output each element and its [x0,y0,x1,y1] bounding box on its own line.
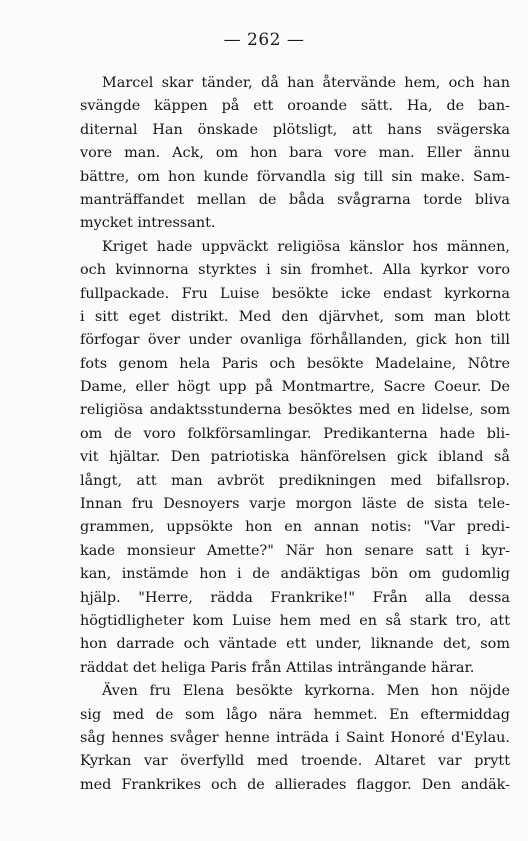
text-line: Dame, eller högt upp på Montmartre, Sacre Coeur. De [80,379,510,396]
text-line: Kriget hade uppväckt religiösa känslor hos männen, [102,238,510,255]
body-text [80,72,510,797]
text-line: fots genom hela Paris och besökte Madelaine, Nôtre [80,355,510,372]
text-line: högtidligheter kom Luise hem med en så stark tro, att [80,612,510,629]
text-line: hjälp. "Herre, rädda Frankrike!" Från alla dessa [80,589,510,606]
text-line: såg hennes svåger henne inträda i Saint Honoré d'Eylau. [80,729,510,746]
text-line: och kvinnorna styrktes i sin fromhet. Alla kyrkor voro [80,262,510,279]
text-line: grammen, uppsökte hon en annan notis: "Var predi- [80,519,510,536]
text-line: Kyrkan var överfylld med troende. Altaret var prytt [80,753,510,770]
text-line: sig med de som lågo nära hemmet. En eftermiddag [80,706,510,723]
text-line: vit hjältar. Den patriotiska hänförelsen gick ibland så [80,449,510,466]
text-line: kan, instämde hon i de andäktigas bön om gudomlig [80,566,510,583]
page-number: — 262 — [223,30,305,50]
text-line: räddat det heliga Paris från Attilas inträngande härar. [80,659,475,676]
text-line: fullpackade. Fru Luise besökte icke endast kyrkorna [80,285,510,302]
text-line: manträffandet mellan de båda svågrarna torde bliva [80,191,510,208]
text-line: Även fru Elena besökte kyrkorna. Men hon nöjde [102,683,510,700]
text-line: Marcel skar tänder, då han återvände hem, och han [102,75,510,91]
text-line: bättre, om hon kunde förvandla sig till sin make. Sam- [80,168,510,185]
text-line: vore man. Ack, om hon bara vore man. Eller ännu [80,145,510,162]
text-line: långt, att man avbröt predikningen med bifallsrop. [80,472,510,489]
text-line: kade monsieur Amette?" När hon senare satt i kyr- [80,542,510,559]
text-line: om de voro folkförsamlingar. Predikanterna hade bli- [80,425,510,442]
text-line: Innan fru Desnoyers varje morgon läste de sista tele- [80,496,510,513]
text-line: förfogar över under ovanliga förhållanden, gick hon till [80,332,510,349]
text-line: med Frankrikes och de allierades flaggor. Den andäk- [80,776,510,793]
text-line: i sitt eget distrikt. Med den djärvhet, som man blott [80,308,510,325]
text-line: diternal Han önskade plötsligt, att hans svägerska [80,121,510,138]
text-line: mycket intressant. [80,215,216,232]
text-line: religiösa andaktsstunderna besöktes med en lidelse, som [80,402,510,419]
text-line: hon darrade och väntade ett under, liknande det, som [80,636,510,653]
text-line: svängde käppen på ett oroande sätt. Ha, de ban- [80,98,510,115]
